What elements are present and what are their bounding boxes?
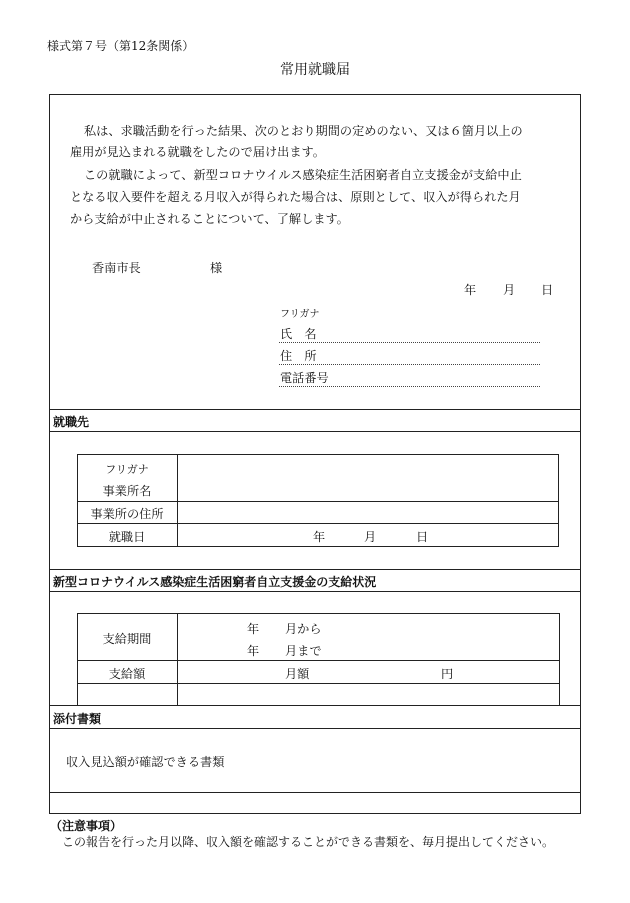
divider — [49, 728, 581, 729]
monthly-amount-label: 月額 — [285, 667, 310, 681]
declaration-line-1: 私は、求職活動を行った結果、次のとおり期間の定めのない、又は６箇月以上の — [84, 124, 523, 138]
period-from-year: 年 — [247, 622, 260, 636]
period-to-month: 月まで — [285, 644, 322, 658]
divider — [49, 431, 581, 432]
declaration-line-5: から支給が中止されることについて、了解します。 — [70, 212, 349, 226]
table-divider — [77, 683, 559, 684]
applicant-furigana-label: フリガナ — [280, 309, 320, 320]
period-from-month: 月から — [285, 622, 322, 636]
divider — [49, 569, 581, 570]
table-divider — [77, 613, 78, 705]
divider — [49, 409, 581, 410]
employment-date-year: 年 — [313, 530, 326, 544]
support-heading: 新型コロナウイルス感染症生活困窮者自立支援金の支給状況 — [53, 575, 377, 589]
divider — [49, 591, 581, 592]
employment-date-day: 日 — [416, 530, 429, 544]
notes-heading: （注意事項） — [50, 819, 123, 833]
table-divider — [559, 613, 560, 705]
applicant-name-label: 氏 名 — [280, 327, 317, 341]
period-to-year: 年 — [247, 644, 260, 658]
date-year: 年 — [464, 283, 477, 297]
declaration-line-4: となる収入要件を超える月収入が得られた場合は、原則として、収入が得られた月 — [70, 190, 521, 204]
date-month: 月 — [503, 283, 516, 297]
table-divider — [77, 660, 559, 661]
page-title: 常用就職届 — [280, 62, 350, 78]
divider — [49, 792, 581, 793]
attachments-heading: 添付書類 — [53, 712, 102, 726]
support-amount-label: 支給額 — [108, 667, 146, 681]
honorific: 様 — [210, 261, 223, 275]
office-address-field[interactable] — [179, 503, 557, 522]
employment-date-month: 月 — [364, 530, 377, 544]
date-day: 日 — [541, 283, 554, 297]
support-period-label: 支給期間 — [102, 632, 152, 646]
applicant-address-field[interactable] — [279, 364, 540, 365]
applicant-address-label: 住 所 — [280, 349, 317, 363]
attachment-item: 収入見込額が確認できる書類 — [66, 755, 225, 769]
applicant-phone-label: 電話番号 — [280, 371, 329, 385]
notes-text: この報告を行った月以降、収入額を確認することができる書類を、毎月提出してください。 — [62, 835, 555, 849]
table-divider — [177, 613, 178, 705]
yen-unit: 円 — [441, 667, 454, 681]
table-divider — [77, 613, 559, 614]
office-address-label: 事業所の住所 — [90, 507, 164, 521]
table-divider — [77, 501, 559, 502]
declaration-line-3: この就職によって、新型コロナウイルス感染症生活困窮者自立支援金が支給中止 — [84, 168, 522, 182]
office-name-field[interactable] — [179, 456, 557, 500]
table-divider — [77, 523, 559, 524]
office-furigana-label: フリガナ — [105, 463, 149, 476]
applicant-name-field[interactable] — [279, 342, 540, 343]
office-name-label: 事業所名 — [102, 484, 152, 498]
applicant-phone-field[interactable] — [279, 386, 540, 387]
declaration-line-2: 雇用が見込まれる就職をしたので届け出ます。 — [70, 145, 325, 159]
divider — [49, 705, 581, 706]
employment-date-label: 就職日 — [108, 530, 146, 544]
form-number: 様式第７号（第12条関係） — [47, 39, 195, 53]
employment-heading: 就職先 — [53, 415, 90, 429]
addressee: 香南市長 — [92, 261, 141, 275]
monthly-amount-field[interactable] — [315, 662, 435, 681]
